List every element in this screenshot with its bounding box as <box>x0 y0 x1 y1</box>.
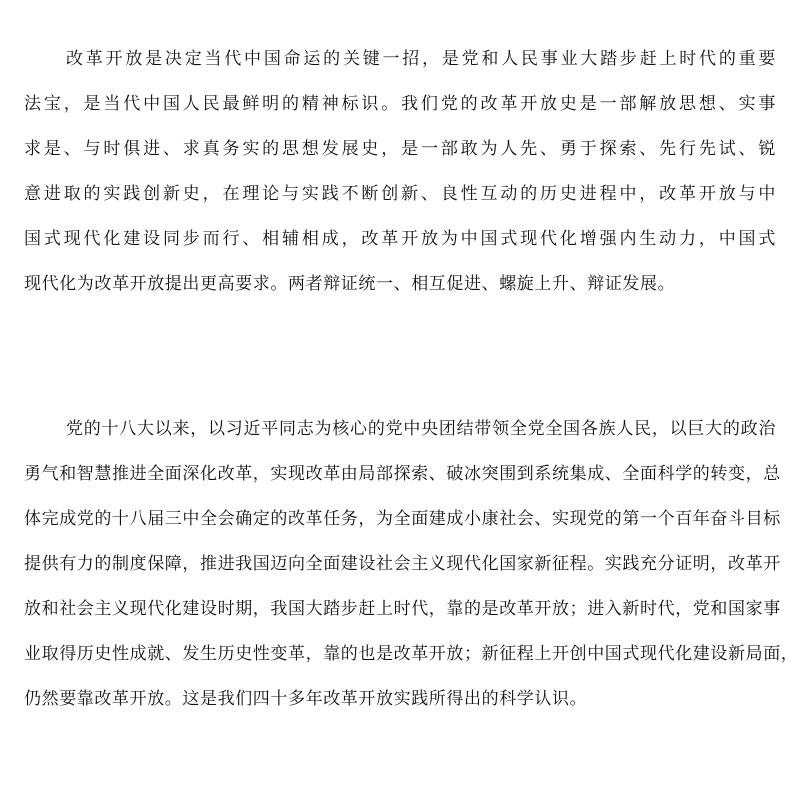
paragraph-line: 仍然要靠改革开放。这是我们四十多年改革开放实践所得出的科学认识。 <box>24 689 588 709</box>
paragraph-line: 勇气和智慧推进全面深化改革，实现改革由局部探索、破冰突围到系统集成、全面科学的转变，总 <box>24 464 781 484</box>
paragraph-line: 党的十八大以来，以习近平同志为核心的党中央团结带领全党全国各族人民，以巨大的政治 <box>66 419 776 439</box>
paragraph-line: 求是、与时俱进、求真务实的思想发展史，是一部敢为人先、勇于探索、先行先试、锐 <box>24 139 776 159</box>
paragraph-line: 体完成党的十八届三中全会确定的改革任务，为全面建成小康社会、实现党的第一个百年奋斗目标 <box>24 509 781 529</box>
paragraph-line: 放和社会主义现代化建设时期，我国大踏步赶上时代，靠的是改革开放；进入新时代，党和国家事 <box>24 599 781 619</box>
paragraph-line: 现代化为改革开放提出更高要求。两者辩证统一、相互促进、螺旋上升、辩证发展。 <box>24 274 676 294</box>
paragraph-2 <box>24 407 799 722</box>
paragraph-line: 提供有力的制度保障，推进我国迈向全面建设社会主义现代化国家新征程。实践充分证明，改革开 <box>24 554 781 574</box>
paragraph-1 <box>24 37 776 307</box>
paragraph-line: 法宝，是当代中国人民最鲜明的精神标识。我们党的改革开放史是一部解放思想、实事 <box>24 94 776 114</box>
paragraph-line: 国式现代化建设同步而行、相辅相成，改革开放为中国式现代化增强内生动力，中国式 <box>24 229 776 249</box>
paragraph-line: 业取得历史性成就、发生历史性变革，靠的也是改革开放；新征程上开创中国式现代化建设新局面， <box>24 644 799 664</box>
paragraph-line: 改革开放是决定当代中国命运的关键一招，是党和人民事业大踏步赶上时代的重要 <box>66 49 776 69</box>
paragraph-line: 意进取的实践创新史，在理论与实践不断创新、良性互动的历史进程中，改革开放与中 <box>24 184 776 204</box>
